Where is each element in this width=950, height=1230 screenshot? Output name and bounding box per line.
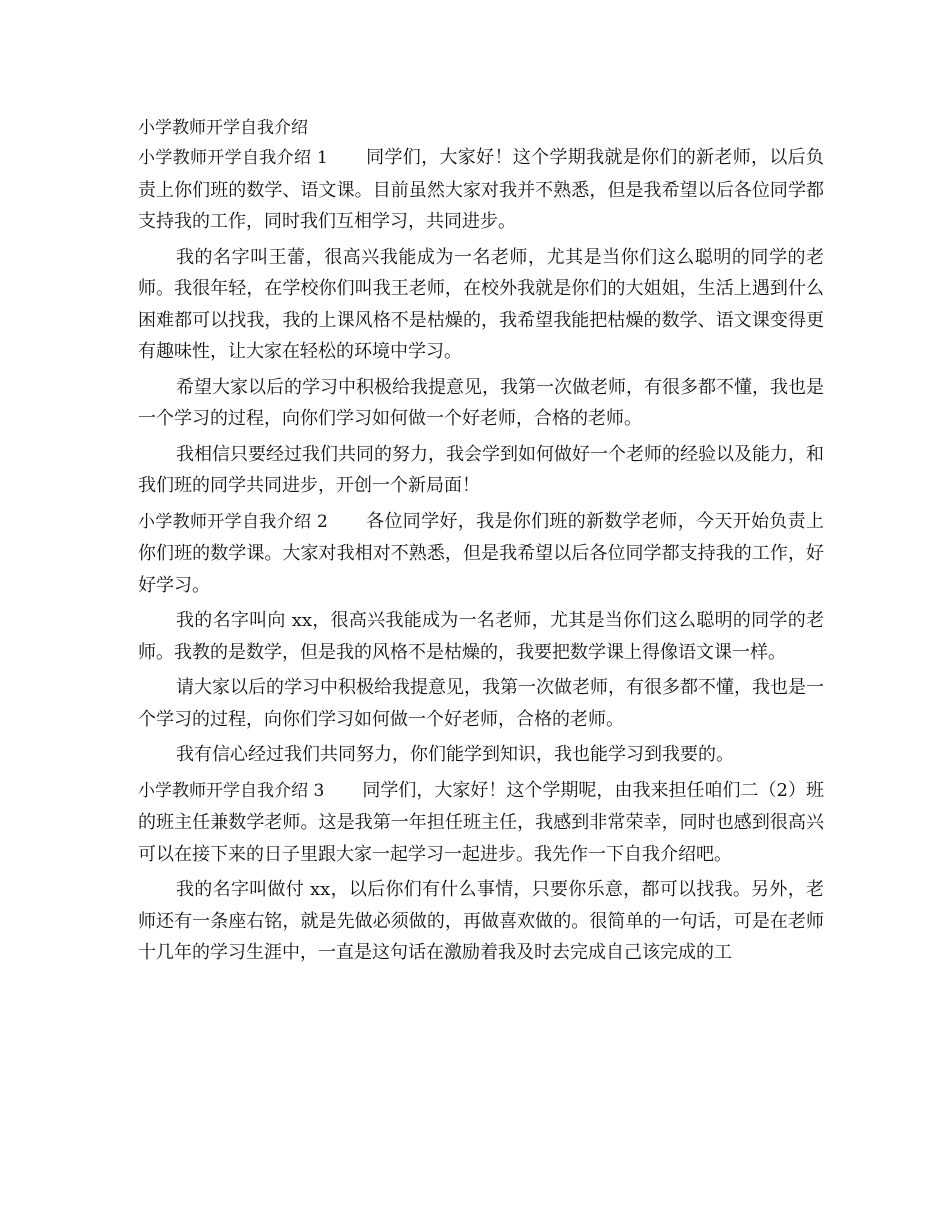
paragraph: 我有信心经过我们共同努力，你们能学到知识，我也能学习到我要的。 bbox=[176, 744, 734, 765]
paragraph: 希望大家以后的学习中积极给我提意见，我第一次做老师，有很多都不懂，我也是一个学习的过程，向你们学习如何做一个好老师，合格的老师。 bbox=[138, 376, 824, 429]
paragraph: 我相信只要经过我们共同的努力，我会学到如何做好一个老师的经验以及能力，和我们班的同学共同进步，开创一个新局面！ bbox=[138, 443, 824, 496]
paragraph: 我的名字叫向 xx，很高兴我能成为一名老师，尤其是当你们这么聪明的同学的老师。我教的是数学，但是我的风格不是枯燥的，我要把数学课上得像语文课一样。 bbox=[138, 610, 824, 663]
section-lead-text: 同学们，大家好！这个学期我就是你们的新老师，以后负责上你们班的数学、语文课。目前虽然大家对我并不熟悉，但是我希望以后各位同学都支持我的工作，同时我们互相学习，共同进步。 bbox=[138, 147, 824, 232]
section-3-intro bbox=[138, 775, 824, 871]
section-1-intro bbox=[138, 142, 824, 238]
paragraph: 我的名字叫做付 xx，以后你们有什么事情，只要你乐意，都可以找我。另外，老师还有一条座右铭，就是先做必须做的，再做喜欢做的。很简单的一句话，可是在老师十几年的学习生涯中，一直是这句话在激励着我及时去完成自己该完成的工 bbox=[138, 879, 824, 963]
section-lead-text: 各位同学好，我是你们班的新数学老师，今天开始负责上你们班的数学课。大家对我相对不熟悉，但是我希望以后各位同学都支持我的工作，好好学习。 bbox=[138, 510, 824, 596]
paragraph: 请大家以后的学习中积极给我提意见，我第一次做老师，有很多都不懂，我也是一个学习的过程，向你们学习如何做一个好老师，合格的老师。 bbox=[138, 677, 824, 730]
section-heading: 小学教师开学自我介绍 1 bbox=[138, 148, 328, 168]
section-heading: 小学教师开学自我介绍 2 bbox=[138, 511, 328, 532]
section-lead-text: 同学们，大家好！这个学期呢，由我来担任咱们二（2）班的班主任兼数学老师。这是我第一年担任班主任，我感到非常荣幸，同时也感到很高兴可以在接下来的日子里跟大家一起学习一起进步。我先作一下自我介绍吧。 bbox=[138, 779, 824, 865]
paragraph: 我的名字叫王蕾，很高兴我能成为一名老师，尤其是当你们这么聪明的同学的老师。我很年轻，在学校你们叫我王老师，在校外我就是你们的大姐姐，生活上遇到什么困难都可以找我，我的上课风格不是枯燥的，我希望我能把枯燥的数学、语文课变得更有趣味性，让大家在轻松的环境中学习。 bbox=[138, 246, 824, 362]
document-title: 小学教师开学自我介绍 bbox=[138, 118, 308, 138]
document-body bbox=[138, 115, 824, 973]
section-2-intro bbox=[138, 506, 824, 602]
section-heading: 小学教师开学自我介绍 3 bbox=[138, 780, 325, 801]
